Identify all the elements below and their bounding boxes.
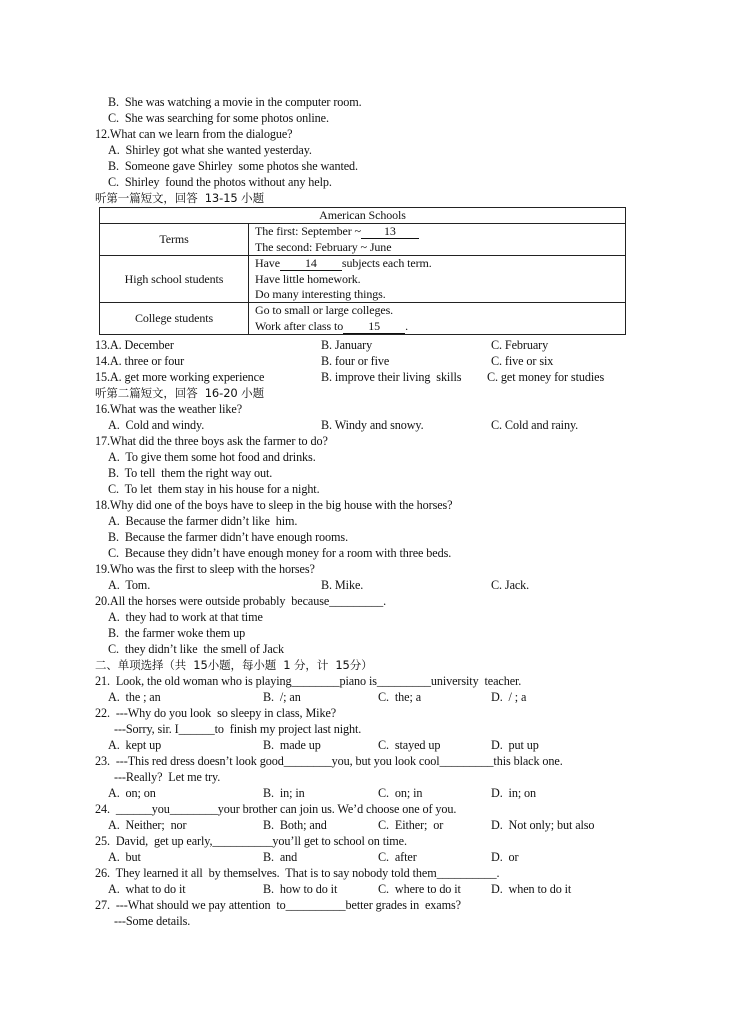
row-content: The first: September ~ 13 The second: February ~ June	[249, 224, 626, 256]
q14-option-c: C. five or six	[491, 354, 554, 368]
q26-option-c: C. where to do it	[378, 882, 461, 896]
q22-option-a: A. kept up	[108, 738, 162, 752]
q24-option-b: B. Both; and	[263, 818, 327, 832]
q15-option-c: C. get money for studies	[487, 370, 605, 384]
q25-option-b: B. and	[263, 850, 298, 864]
q11-option-b: B. She was watching a movie in the computer room.	[108, 95, 362, 109]
q19-stem: 19.Who was the first to sleep with the horses?	[95, 562, 315, 576]
q18-option-c: C. Because they didn’t have enough money for a room with three beds.	[108, 546, 452, 560]
passage2-heading: 听第二篇短文，回答 16-20 小题	[95, 386, 264, 400]
q17-option-b: B. To tell them the right way out.	[108, 466, 273, 480]
q14-option-a: 14.A. three or four	[95, 354, 185, 368]
q18-option-a: A. Because the farmer didn’t like him.	[108, 514, 298, 528]
q17-option-c: C. To let them stay in his house for a night.	[108, 482, 320, 496]
q27-reply: ---Some details.	[114, 914, 191, 928]
q16-option-c: C. Cold and rainy.	[491, 418, 579, 432]
q20-option-a: A. they had to work at that time	[108, 610, 263, 624]
q26-option-d: D. when to do it	[491, 882, 572, 896]
q14-option-b: B. four or five	[321, 354, 390, 368]
row-label: High school students	[100, 256, 249, 303]
q16-option-a: A. Cold and windy.	[108, 418, 205, 432]
q23-option-d: D. in; on	[491, 786, 537, 800]
answer-blank-13: 13	[361, 225, 419, 239]
q13-option-b: B. January	[321, 338, 373, 352]
q23-option-c: C. on; in	[378, 786, 423, 800]
q19-option-b: B. Mike.	[321, 578, 364, 592]
q22-option-d: D. put up	[491, 738, 539, 752]
q19-option-a: A. Tom.	[108, 578, 151, 592]
q25-option-c: C. after	[378, 850, 417, 864]
q20-stem: 20.All the horses were outside probably because_________.	[95, 594, 387, 608]
table-row	[100, 224, 626, 256]
q21-option-b: B. /; an	[263, 690, 301, 704]
q23-option-a: A. on; on	[108, 786, 156, 800]
q22-reply: ---Sorry, sir. I______to finish my project last night.	[114, 722, 362, 736]
q12-stem: 12.What can we learn from the dialogue?	[95, 127, 293, 141]
q12-option-b: B. Someone gave Shirley some photos she wanted.	[108, 159, 358, 173]
q23-reply: ---Really? Let me try.	[114, 770, 221, 784]
section2-heading: 二、单项选择（共 15小题，每小题 1 分，计 15分）	[95, 658, 373, 672]
q24-stem: 24. ______you________your brother can join us. We’d choose one of you.	[95, 802, 457, 816]
q22-stem: 22. ---Why do you look so sleepy in class, Mike?	[95, 706, 337, 720]
q22-option-b: B. made up	[263, 738, 321, 752]
passage1-heading: 听第一篇短文，回答 13-15 小题	[95, 191, 264, 205]
q23-stem: 23. ---This red dress doesn’t look good________you, but you look cool_________this black one.	[95, 754, 563, 768]
q20-option-c: C. they didn’t like the smell of Jack	[108, 642, 284, 656]
q24-option-a: A. Neither; nor	[108, 818, 187, 832]
q11-option-c: C. She was searching for some photos online.	[108, 111, 329, 125]
answer-blank-15: 15	[343, 320, 405, 334]
q15-option-b: B. improve their living skills	[321, 370, 462, 384]
row-content: Have 14 subjects each term. Have little homework. Do many interesting things.	[249, 256, 626, 303]
table-row	[100, 303, 626, 335]
q24-option-c: C. Either; or	[378, 818, 444, 832]
q13-option-a: 13.A. December	[95, 338, 174, 352]
q17-stem: 17.What did the three boys ask the farmer to do?	[95, 434, 328, 448]
row-label: College students	[100, 303, 249, 335]
q21-option-a: A. the ; an	[108, 690, 161, 704]
q25-option-a: A. but	[108, 850, 141, 864]
q13-option-c: C. February	[491, 338, 549, 352]
q16-option-b: B. Windy and snowy.	[321, 418, 424, 432]
q27-stem: 27. ---What should we pay attention to__________better grades in exams?	[95, 898, 461, 912]
q22-option-c: C. stayed up	[378, 738, 441, 752]
answer-blank-14: 14	[280, 257, 342, 271]
q18-stem: 18.Why did one of the boys have to sleep in the big house with the horses?	[95, 498, 453, 512]
q20-option-b: B. the farmer woke them up	[108, 626, 246, 640]
q12-option-c: C. Shirley found the photos without any help.	[108, 175, 332, 189]
table-row	[100, 256, 626, 303]
q15-option-a: 15.A. get more working experience	[95, 370, 265, 384]
q12-option-a: A. Shirley got what she wanted yesterday.	[108, 143, 312, 157]
q26-option-b: B. how to do it	[263, 882, 338, 896]
q24-option-d: D. Not only; but also	[491, 818, 595, 832]
q21-option-c: C. the; a	[378, 690, 422, 704]
q25-option-d: D. or	[491, 850, 519, 864]
row-label: Terms	[100, 224, 249, 256]
q18-option-b: B. Because the farmer didn’t have enough rooms.	[108, 530, 349, 544]
q21-stem: 21. Look, the old woman who is playing________piano is_________university teacher.	[95, 674, 522, 688]
q26-stem: 26. They learned it all by themselves. That is to say nobody told them__________.	[95, 866, 500, 880]
q26-option-a: A. what to do it	[108, 882, 186, 896]
table-title: American Schools	[100, 208, 626, 224]
q23-option-b: B. in; in	[263, 786, 305, 800]
q25-stem: 25. David, get up early,__________you’ll get to school on time.	[95, 834, 407, 848]
q17-option-a: A. To give them some hot food and drinks.	[108, 450, 316, 464]
american-schools-table	[99, 207, 626, 335]
q19-option-c: C. Jack.	[491, 578, 530, 592]
q21-option-d: D. / ; a	[491, 690, 527, 704]
q16-stem: 16.What was the weather like?	[95, 402, 243, 416]
row-content: Go to small or large colleges. Work after class to 15 .	[249, 303, 626, 335]
